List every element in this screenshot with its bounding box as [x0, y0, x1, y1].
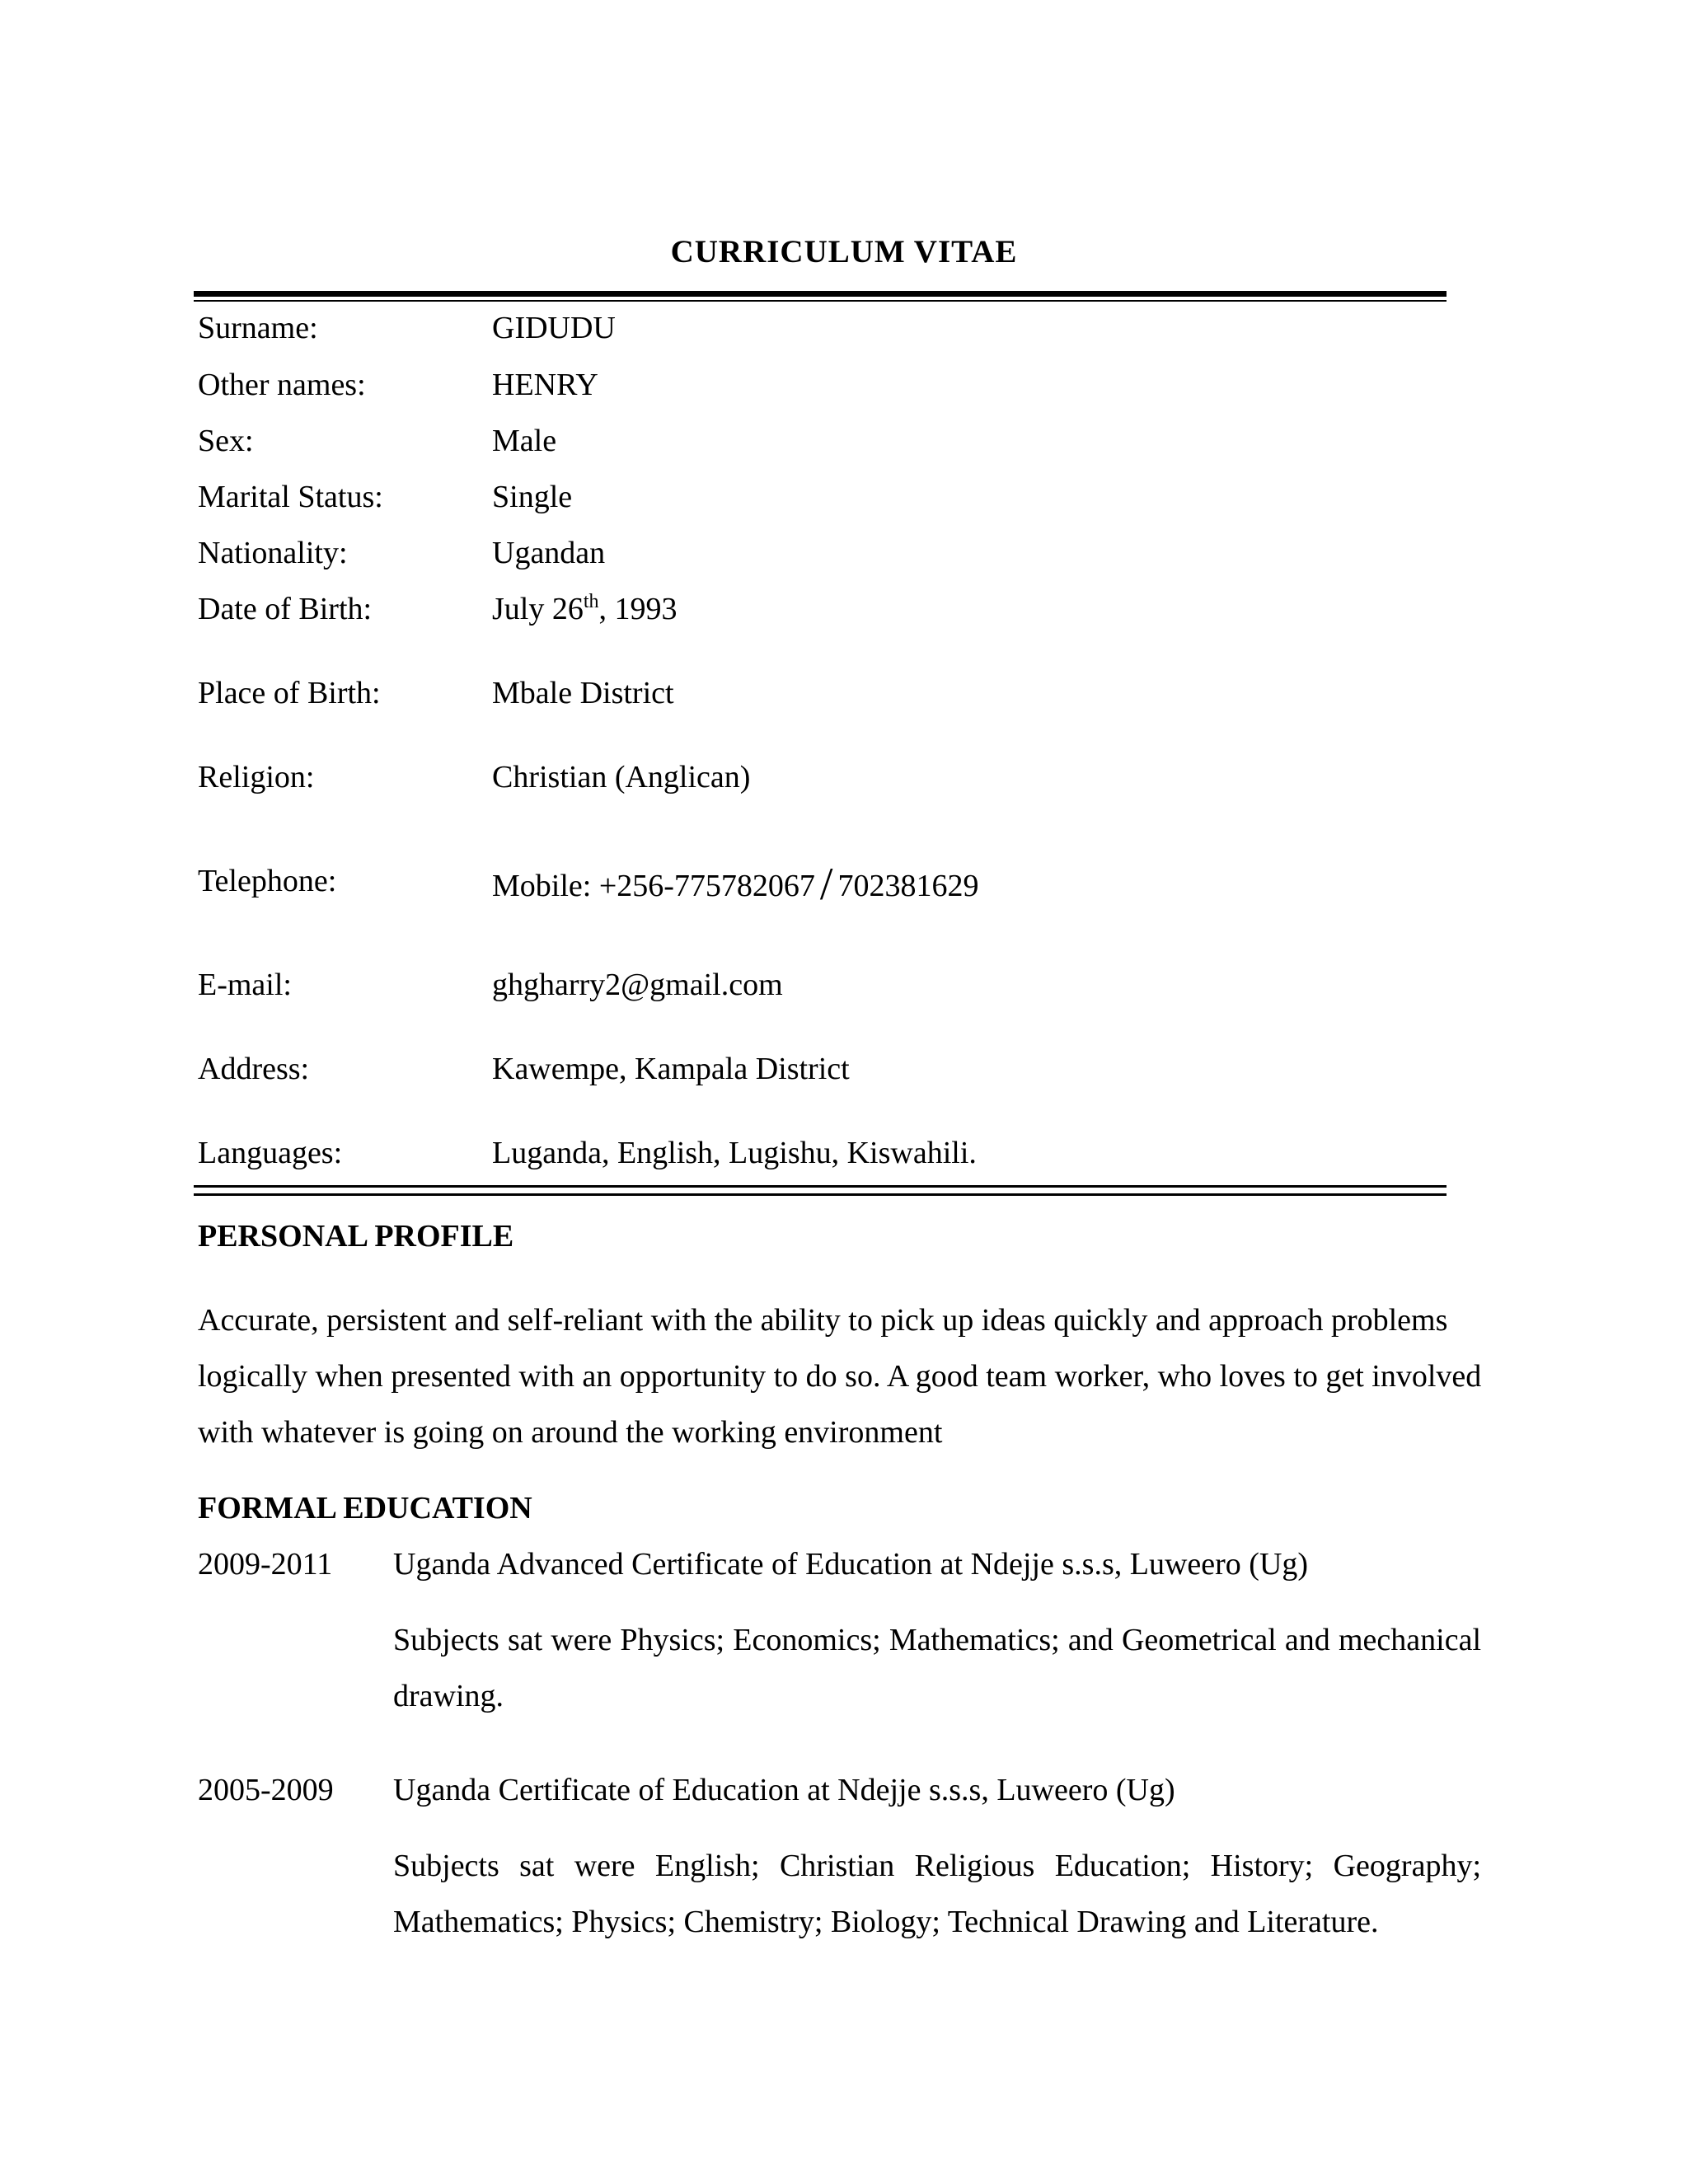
education-title: Uganda Certificate of Education at Ndejje s.s.s, Luweero (Ug) — [393, 1773, 1175, 1807]
phone-separator: / — [819, 859, 833, 910]
dob-year: , 1993 — [598, 592, 678, 626]
detail-label: Languages: — [198, 1136, 343, 1170]
detail-value: GIDUDU — [492, 311, 616, 345]
top-rule-thick — [194, 291, 1447, 297]
detail-value: ghgharry2@gmail.com — [492, 968, 783, 1002]
detail-value: Single — [492, 480, 573, 514]
detail-label: Telephone: — [198, 864, 337, 898]
phone-primary: Mobile: +256-775782067 — [492, 869, 815, 903]
detail-label: Place of Birth: — [198, 676, 381, 710]
detail-label: Religion: — [198, 760, 315, 794]
education-years: 2005-2009 — [198, 1773, 334, 1807]
detail-label: E-mail: — [198, 968, 292, 1002]
detail-value: Ugandan — [492, 536, 606, 570]
education-years: 2009-2011 — [198, 1547, 333, 1582]
phone-secondary: 702381629 — [837, 869, 979, 903]
detail-value — [492, 859, 979, 910]
education-title: Uganda Advanced Certificate of Education at Ndejje s.s.s, Luweero (Ug) — [393, 1547, 1309, 1582]
detail-label: Other names: — [198, 368, 366, 402]
detail-value: Christian (Anglican) — [492, 760, 751, 794]
detail-value — [492, 590, 678, 628]
education-subjects: Subjects sat were English; Christian Religious Education; History; Geography; Mathematics; Physics; Chemistry; Biology; Technical Drawing and Literature. — [393, 1849, 1481, 1939]
top-rule-thin — [194, 300, 1447, 302]
detail-value: Male — [492, 424, 557, 458]
detail-value: Mbale District — [492, 676, 674, 710]
detail-label: Date of Birth: — [198, 592, 373, 626]
bottom-rule-bottom — [194, 1193, 1447, 1196]
detail-value: Kawempe, Kampala District — [492, 1052, 850, 1086]
detail-label: Marital Status: — [198, 480, 383, 514]
bottom-rule-top — [194, 1185, 1447, 1188]
section-heading-profile: PERSONAL PROFILE — [198, 1219, 514, 1254]
detail-value: Luganda, English, Lugishu, Kiswahili. — [492, 1136, 977, 1170]
detail-label: Surname: — [198, 311, 318, 345]
detail-value: HENRY — [492, 368, 598, 402]
detail-label: Address: — [198, 1052, 310, 1086]
dob-main: July 26 — [492, 592, 584, 626]
education-subjects: Subjects sat were Physics; Economics; Mathematics; and Geometrical and mechanical drawing. — [393, 1623, 1481, 1713]
detail-label: Nationality: — [198, 536, 348, 570]
profile-text: Accurate, persistent and self-reliant with the ability to pick up ideas quickly and approach problems logically when presented with an opportunity to do so. A good team worker, who loves to get involved with whatever is going on around the working environment — [198, 1303, 1482, 1450]
page-title: CURRICULUM VITAE — [670, 234, 1018, 269]
section-heading-education: FORMAL EDUCATION — [198, 1491, 532, 1526]
detail-label: Sex: — [198, 424, 254, 458]
dob-ordinal: th — [583, 591, 599, 612]
